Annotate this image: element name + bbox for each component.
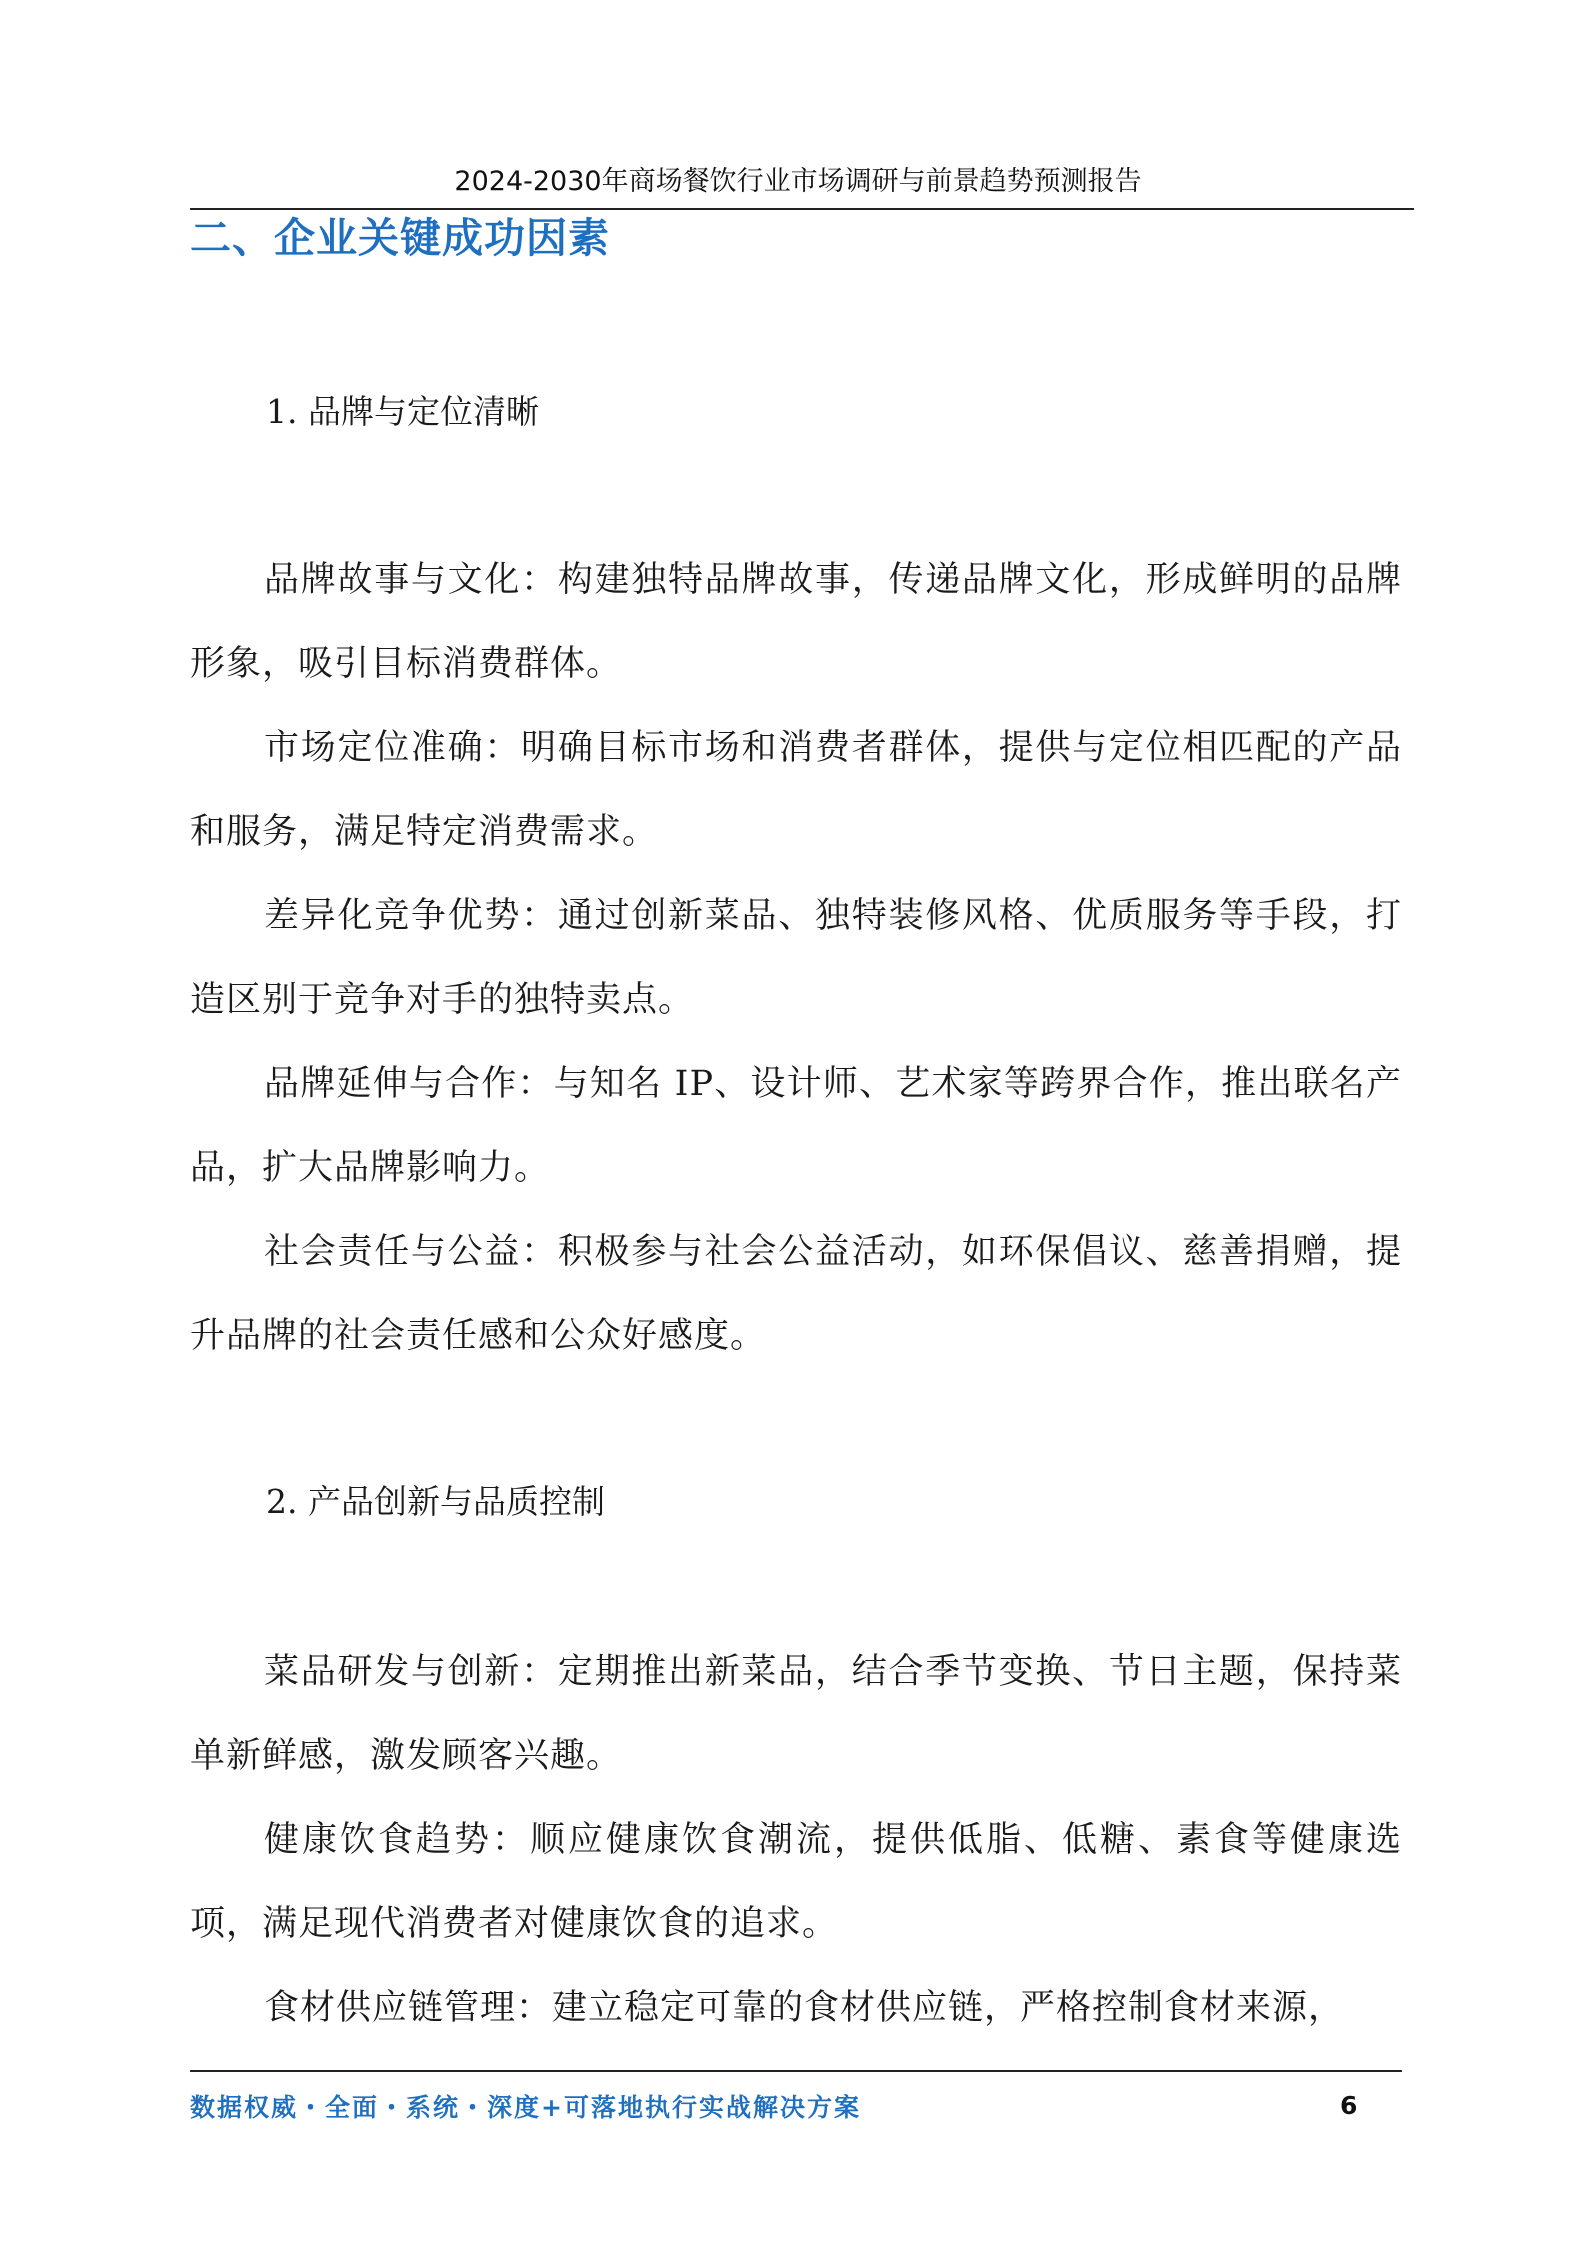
- paragraph: 品牌故事与文化：构建独特品牌故事，传递品牌文化，形成鲜明的品牌形象，吸引目标消费群体。: [190, 560, 1402, 684]
- subsection-heading: 2. 产品创新与品质控制: [266, 1482, 605, 1521]
- paragraph: 品牌延伸与合作：与知名 IP、设计师、艺术家等跨界合作，推出联名产品，扩大品牌影响力。: [190, 1064, 1402, 1188]
- paragraph: 食材供应链管理：建立稳定可靠的食材供应链，严格控制食材来源，: [264, 1988, 1345, 2028]
- footer-tagline: 数据权威・全面・系统・深度+可落地执行实战解决方案: [190, 2093, 861, 2122]
- paragraph: 菜品研发与创新：定期推出新菜品，结合季节变换、节日主题，保持菜单新鲜感，激发顾客兴趣。: [190, 1652, 1402, 1776]
- paragraph: 社会责任与公益：积极参与社会公益活动，如环保倡议、慈善捐赠，提升品牌的社会责任感和公众好感度。: [190, 1232, 1402, 1356]
- paragraph: 健康饮食趋势：顺应健康饮食潮流，提供低脂、低糖、素食等健康选项，满足现代消费者对健康饮食的追求。: [190, 1820, 1402, 1944]
- section-title: 二、企业关键成功因素: [190, 214, 610, 262]
- subsection-heading: 1. 品牌与定位清晰: [266, 392, 539, 431]
- page-number: 6: [1340, 2091, 1358, 2120]
- paragraph: 差异化竞争优势：通过创新菜品、独特装修风格、优质服务等手段，打造区别于竞争对手的独特卖点。: [190, 896, 1402, 1020]
- running-header: 2024-2030年商场餐饮行业市场调研与前景趋势预测报告: [454, 166, 1142, 197]
- paragraph: 市场定位准确：明确目标市场和消费者群体，提供与定位相匹配的产品和服务，满足特定消费需求。: [190, 728, 1402, 852]
- footer-divider: [190, 2070, 1402, 2072]
